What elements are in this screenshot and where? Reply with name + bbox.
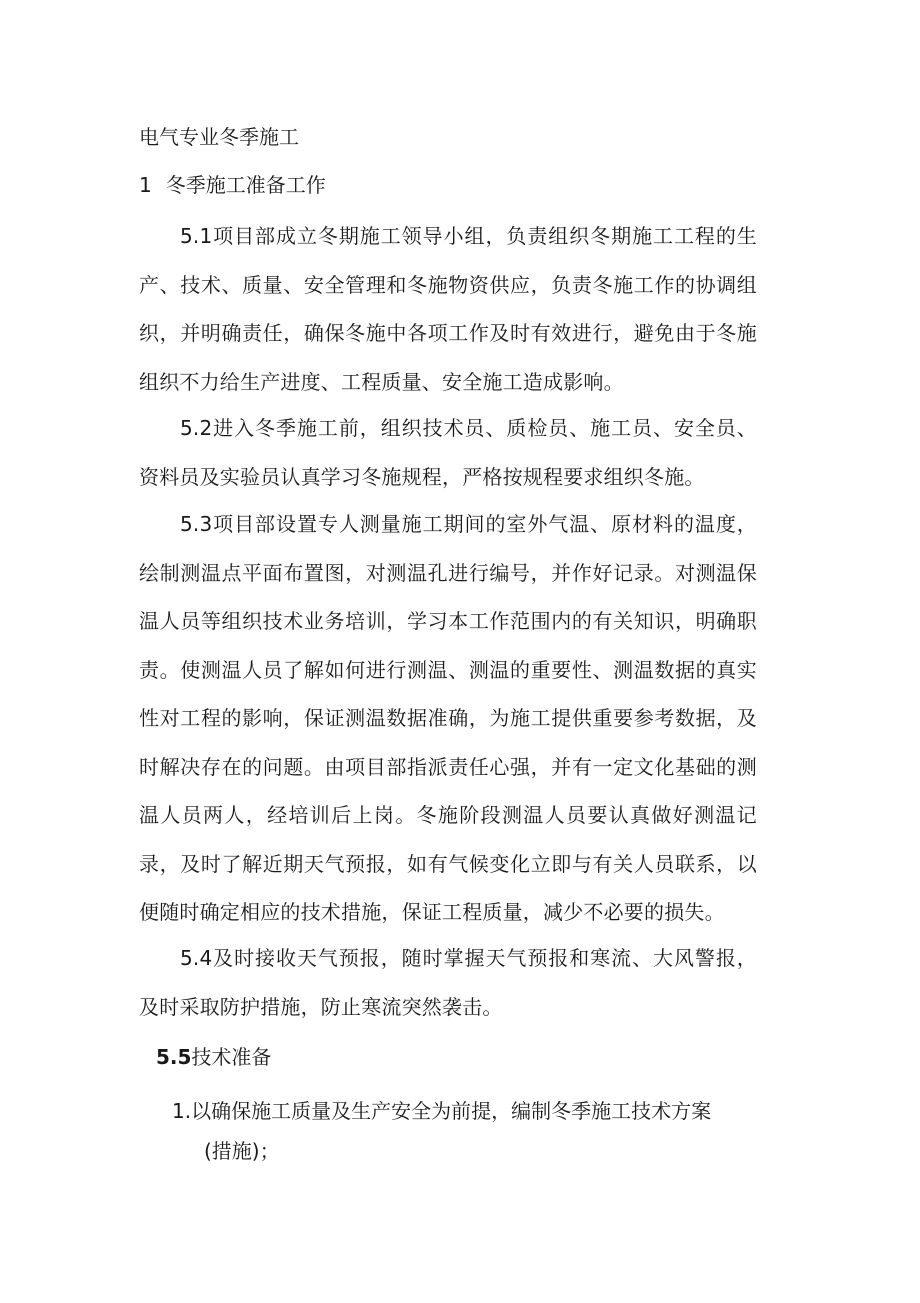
section-title: 冬季施工准备工作: [165, 173, 326, 197]
list-item-number: 1.: [172, 1099, 192, 1123]
section-number: 1: [139, 173, 152, 197]
list-item: [172, 1091, 732, 1171]
paragraph-5-4: [139, 934, 757, 1031]
paragraph-5-3: [139, 500, 757, 937]
subsection-title: 技术准备: [191, 1045, 272, 1069]
paragraph-number: 5.2: [180, 416, 213, 440]
subsection-number: 5.5: [156, 1045, 192, 1069]
section-heading: [139, 169, 326, 201]
list-item-continuation: (措施)；: [204, 1139, 280, 1163]
document-title: 电气专业冬季施工: [139, 125, 299, 149]
paragraph-text: 进入冬季施工前，组织技术员、质检员、施工员、安全员、资料员及实验员认真学习冬施规程，严格按规程要求组织冬施。: [139, 416, 757, 489]
paragraph-5-1: [139, 212, 757, 406]
subsection-heading: [156, 1041, 271, 1073]
paragraph-number: 5.1: [180, 224, 213, 248]
paragraph-text: 项目部成立冬期施工领导小组，负责组织冬期施工工程的生产、技术、质量、安全管理和冬施物资供应，负责冬施工作的协调组织，并明确责任，确保冬施中各项工作及时有效进行，避免由于冬施组织不力给生产进度、工程质量、安全施工造成影响。: [139, 224, 757, 394]
list-item-text: 以确保施工质量及生产安全为前提，编制冬季施工技术方案: [191, 1099, 712, 1123]
paragraph-text: 项目部设置专人测量施工期间的室外气温、原材料的温度，绘制测温点平面布置图，对测温孔进行编号，并作好记录。对测温保温人员等组织技术业务培训，学习本工作范围内的有关知识，明确职责。使测温人员了解如何进行测温、测温的重要性、测温数据的真实性对工程的影响，保证测温数据准确，为施工提供重要参考数据，及时解决存在的问题。由项目部指派责任心强，并有一定文化基础的测温人员两人，经培训后上岗。冬施阶段测温人员要认真做好测温记录，及时了解近期天气预报，如有气候变化立即与有关人员联系，以便随时确定相应的技术措施，保证工程质量，减少不必要的损失。: [139, 512, 757, 924]
paragraph-number: 5.4: [180, 946, 213, 970]
paragraph-5-2: [139, 404, 757, 501]
paragraph-text: 及时接收天气预报，随时掌握天气预报和寒流、大风警报，及时采取防护措施，防止寒流突然袭击。: [139, 946, 757, 1019]
paragraph-number: 5.3: [180, 512, 213, 536]
